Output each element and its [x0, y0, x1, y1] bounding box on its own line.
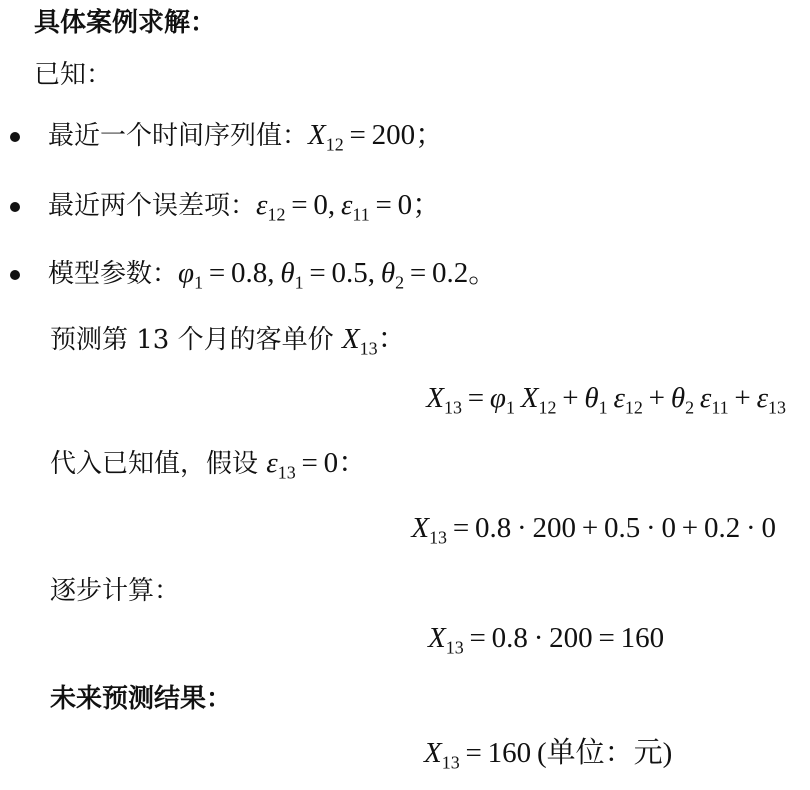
formula-substituted: $X_{13} = 0.8 \cdot 200 + 0.5 \cdot 0 + 0.2 \cdot 0$	[411, 512, 776, 548]
known-label: 已知：	[34, 60, 113, 90]
formula-step: $X_{13} = 0.8 \cdot 200 = 160$	[428, 622, 665, 658]
bullet-text-3: 模型参数：	[48, 259, 179, 289]
bullet-text-1: 最近一个时间序列值：	[48, 121, 309, 151]
bullet-dot-3	[10, 270, 20, 280]
bullet-item-2	[48, 188, 441, 223]
predict-intro-var: $X_{13}$：	[341, 323, 407, 359]
result-label: 未来预测结果：	[50, 684, 233, 714]
predict-intro	[50, 322, 407, 357]
bullet-dot-2	[10, 202, 20, 212]
step-label: 逐步计算：	[50, 576, 181, 606]
formula-result: $X_{13} = 160$ (单位：元)	[424, 737, 673, 773]
substitute-intro-text: 代入已知值，假设	[50, 449, 259, 479]
formula-general: $X_{13} = \varphi_1$ $X_{12} + \theta_1$ $\varepsilon_{12} + \theta_2$ $\varepsilon_{11} + \varepsilon_{13}$	[426, 382, 786, 418]
bullet-item-3	[48, 256, 497, 291]
predict-intro-text: 预测第 13 个月的客单价	[50, 325, 334, 355]
heading: 具体案例求解：	[34, 8, 217, 38]
bullet-math-3: $\varphi_1 = 0.8$, $\theta_1 = 0.5$, $\theta_2 = 0.2$。	[178, 257, 498, 293]
bullet-math-1: $X_{12} = 200$；	[308, 119, 445, 155]
bullet-text-2: 最近两个误差项：	[48, 191, 257, 221]
substitute-intro-math: $\varepsilon_{13} = 0$：	[266, 447, 368, 483]
substitute-intro	[50, 446, 367, 481]
bullet-math-2: $\varepsilon_{12} = 0$, $\varepsilon_{11} = 0$；	[256, 189, 442, 225]
bullet-dot-1	[10, 132, 20, 142]
bullet-item-1	[48, 118, 444, 153]
